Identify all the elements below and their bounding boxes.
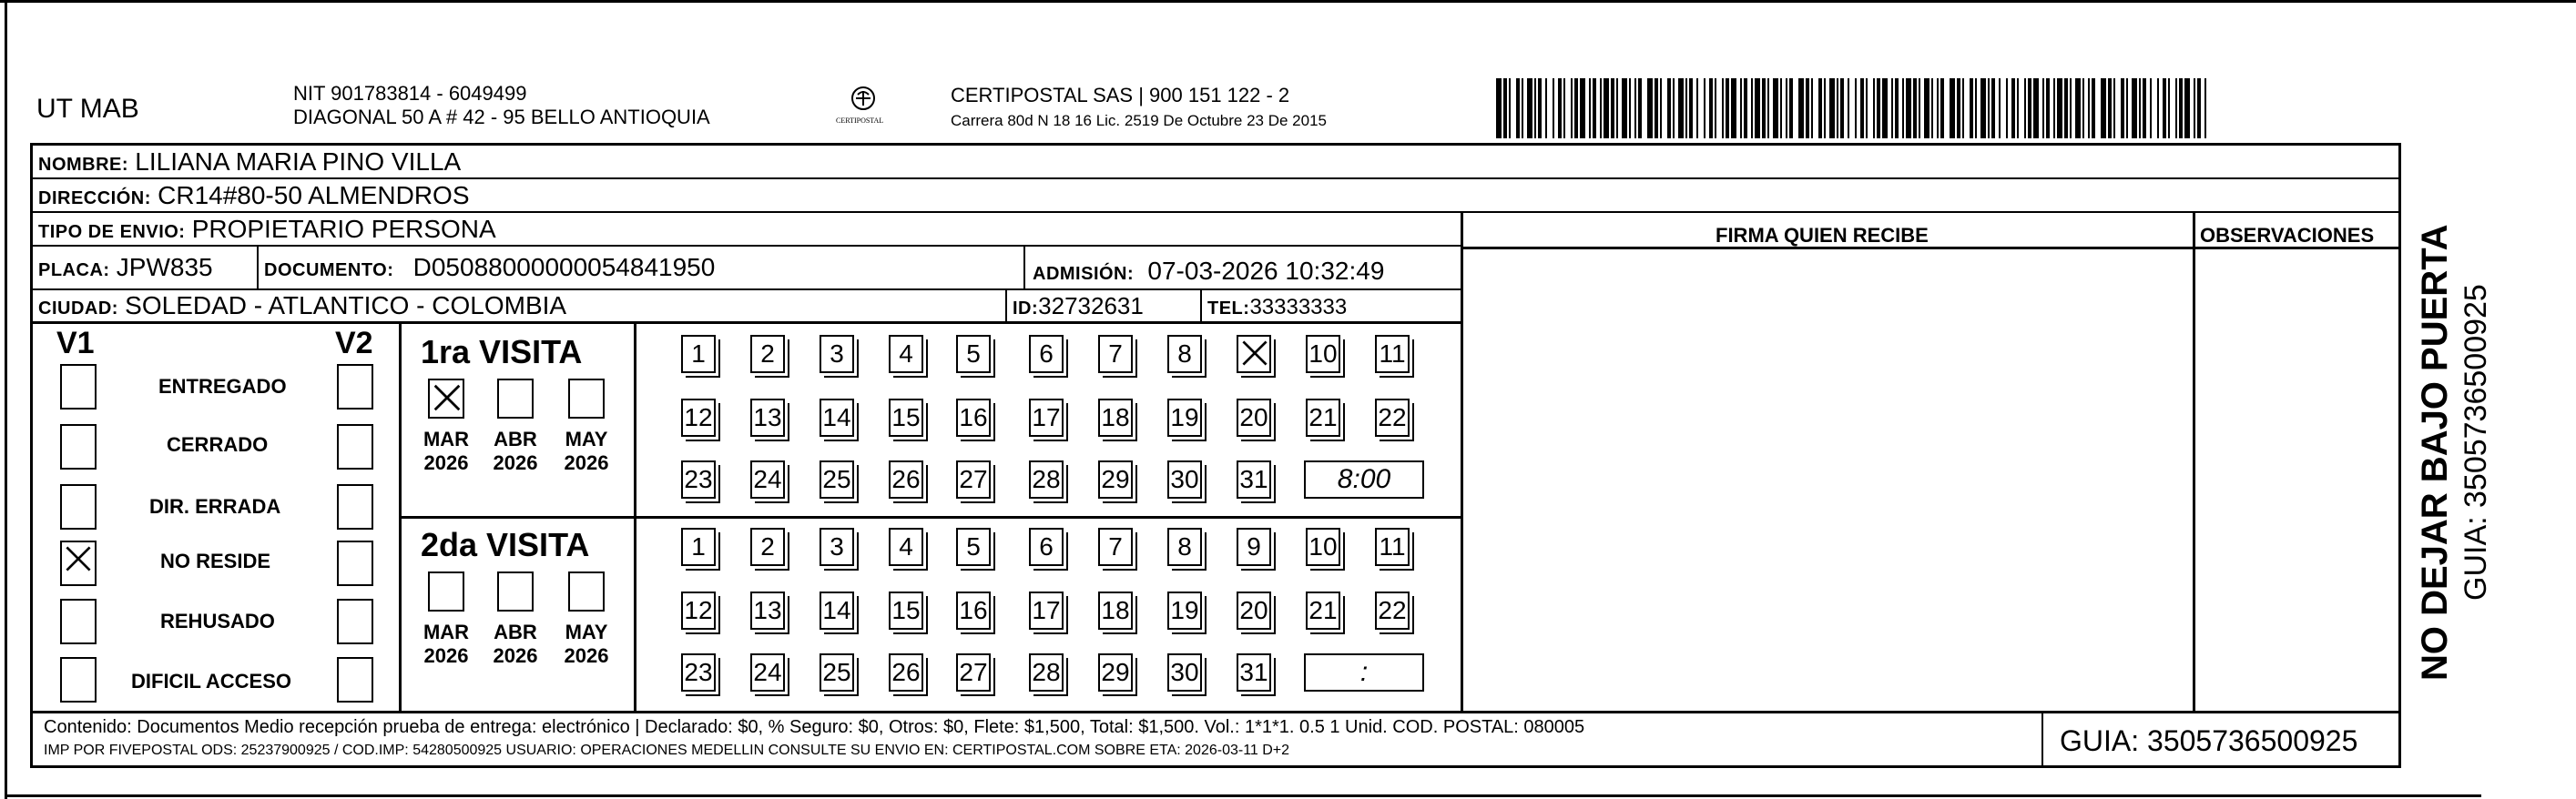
v2-checkbox[interactable] — [337, 599, 373, 644]
ciudad-row — [38, 292, 566, 322]
visit1-day-box[interactable]: 12 — [681, 399, 716, 437]
visit2-day-box[interactable]: 2 — [750, 528, 785, 566]
logo-text: CERTIPOSTAL — [836, 116, 884, 125]
visit1-month-label — [488, 428, 543, 475]
month-name: MAR — [423, 621, 470, 643]
visit2-day-box[interactable]: 9 — [1237, 528, 1271, 566]
visit2-day-box[interactable]: 3 — [820, 528, 854, 566]
ciudad-label: CIUDAD: — [38, 298, 118, 319]
ciudad-value: SOLEDAD - ATLANTICO - COLOMBIA — [125, 291, 567, 319]
v1-checkbox[interactable] — [60, 364, 97, 410]
placa-label: PLACA: — [38, 260, 110, 280]
documento-label: DOCUMENTO: — [264, 260, 394, 280]
visit2-day-box[interactable]: 23 — [681, 653, 716, 692]
visit1-day-box[interactable]: 29 — [1098, 460, 1133, 499]
visit1-day-box[interactable]: 30 — [1167, 460, 1202, 499]
visit1-day-box[interactable]: 24 — [750, 460, 785, 499]
visit2-time-box[interactable]: : — [1304, 653, 1424, 692]
month-year: 2026 — [564, 644, 609, 667]
month-year: 2026 — [423, 644, 469, 667]
visit2-month-checkbox[interactable] — [568, 571, 605, 612]
visit2-day-box[interactable]: 17 — [1029, 592, 1064, 630]
v2-checkbox[interactable] — [337, 657, 373, 703]
visit2-day-box[interactable]: 21 — [1306, 592, 1340, 630]
visit2-day-box[interactable]: 12 — [681, 592, 716, 630]
visit1-day-box[interactable]: 13 — [750, 399, 785, 437]
visit2-day-box[interactable]: 4 — [889, 528, 923, 566]
status-option-label: CERRADO — [167, 433, 269, 456]
admision-row — [1033, 258, 1384, 288]
month-name: MAR — [423, 428, 470, 450]
visit1-day-box[interactable]: 8 — [1167, 335, 1202, 373]
visit1-day-box[interactable] — [1237, 335, 1271, 373]
visit1-day-box[interactable]: 31 — [1237, 460, 1271, 499]
month-year: 2026 — [493, 644, 538, 667]
company-address: DIAGONAL 50 A # 42 - 95 BELLO ANTIOQUIA — [293, 106, 710, 128]
visit2-month-label — [419, 621, 473, 668]
placa-row — [38, 254, 213, 284]
v2-checkbox[interactable] — [337, 364, 373, 410]
top-border — [0, 0, 2576, 3]
visit2-day-box[interactable]: 8 — [1167, 528, 1202, 566]
visit2-day-box[interactable]: 16 — [956, 592, 991, 630]
visit1-day-box[interactable]: 22 — [1375, 399, 1410, 437]
tipo-label: TIPO DE ENVIO: — [38, 222, 186, 242]
visit1-day-box[interactable]: 19 — [1167, 399, 1202, 437]
form-top-line — [30, 143, 2401, 146]
id-row — [1013, 292, 1144, 322]
v1-checkbox[interactable] — [60, 541, 97, 586]
status-option-label: NO RESIDE — [160, 550, 271, 572]
status-option-label: DIFICIL ACCESO — [131, 670, 292, 693]
tipo-row — [38, 216, 496, 246]
direccion-value: CR14#80-50 ALMENDROS — [158, 181, 470, 209]
visit1-month-checkbox[interactable] — [428, 379, 464, 419]
check-mark-icon — [1238, 337, 1271, 369]
status-option-label: DIR. ERRADA — [149, 495, 281, 518]
visit2-day-box[interactable]: 7 — [1098, 528, 1133, 566]
visit1-day-box[interactable]: 16 — [956, 399, 991, 437]
visit2-day-box[interactable]: 31 — [1237, 653, 1271, 692]
visit2-day-box[interactable]: 14 — [820, 592, 854, 630]
visit2-day-box[interactable]: 26 — [889, 653, 923, 692]
visit-divider — [399, 516, 1462, 519]
placa-value: JPW835 — [116, 253, 213, 281]
v1-checkbox[interactable] — [60, 599, 97, 644]
visit1-day-box[interactable]: 10 — [1306, 335, 1340, 373]
month-year: 2026 — [493, 451, 538, 474]
check-mark-icon — [62, 542, 95, 575]
status-option-label: REHUSADO — [160, 610, 275, 632]
visit1-day-box[interactable]: 26 — [889, 460, 923, 499]
visit2-day-box[interactable]: 13 — [750, 592, 785, 630]
visit2-day-box[interactable]: 28 — [1029, 653, 1064, 692]
month-name: ABR — [494, 428, 537, 450]
v1-checkbox[interactable] — [60, 424, 97, 470]
visit1-day-box[interactable]: 4 — [889, 335, 923, 373]
tel-label: TEL: — [1207, 298, 1250, 319]
visit2-day-box[interactable]: 24 — [750, 653, 785, 692]
documento-value: D05088000000054841950 — [412, 253, 716, 281]
visit2-day-box[interactable]: 29 — [1098, 653, 1133, 692]
observaciones-label: OBSERVACIONES — [2200, 224, 2375, 247]
visit2-day-box[interactable]: 25 — [820, 653, 854, 692]
visit1-time-box[interactable]: 8:00 — [1304, 460, 1424, 499]
form-right-line — [2398, 143, 2401, 767]
visit1-month-label — [559, 428, 614, 475]
admision-label: ADMISIÓN: — [1033, 264, 1135, 284]
col-divider — [1023, 245, 1025, 288]
form-left-line — [30, 143, 33, 767]
footer-imp-line: IMP POR FIVEPOSTAL ODS: 25237900925 / COD.IMP: 54280500925 USUARIO: OPERACIONES MEDELLIN CONSULTE SU ENVIO EN: CERTIPOSTAL.COM SOBRE ETA: 2026-03-11 D+2 — [44, 743, 1290, 758]
visit2-day-box[interactable]: 27 — [956, 653, 991, 692]
nombre-row — [38, 148, 461, 178]
visit1-day-box[interactable]: 5 — [956, 335, 991, 373]
visit1-day-box[interactable]: 17 — [1029, 399, 1064, 437]
certipostal-logo-icon — [836, 82, 891, 137]
visit2-day-box[interactable]: 19 — [1167, 592, 1202, 630]
visit2-day-box[interactable]: 22 — [1375, 592, 1410, 630]
visit1-day-box[interactable]: 18 — [1098, 399, 1133, 437]
company-name: UT MAB — [36, 94, 139, 124]
visit2-day-box[interactable]: 11 — [1375, 528, 1410, 566]
visit1-day-box[interactable]: 28 — [1029, 460, 1064, 499]
check-mark-icon — [430, 380, 464, 415]
direccion-row — [38, 182, 470, 212]
col-divider — [2193, 211, 2195, 712]
footer-content-line: Contenido: Documentos Medio recepción prueba de entrega: electrónico | Declarado: $0, % Seguro: $0, Otros: $0, Flete: $1,500, Total: $1,500. Vol.: 1*1*1. 0.5 1 Unid. COD. POSTAL: 080005 — [44, 717, 1585, 737]
visit1-day-box[interactable]: 21 — [1306, 399, 1340, 437]
carrier-address: Carrera 80d N 18 16 Lic. 2519 De Octubre 23 De 2015 — [951, 112, 1327, 129]
visit1-day-box[interactable]: 1 — [681, 335, 716, 373]
visit1-day-box[interactable]: 6 — [1029, 335, 1064, 373]
visit2-day-box[interactable]: 18 — [1098, 592, 1133, 630]
visit2-month-label — [488, 621, 543, 668]
month-year: 2026 — [564, 451, 609, 474]
visit1-title: 1ra VISITA — [421, 333, 583, 370]
visit2-day-box[interactable]: 30 — [1167, 653, 1202, 692]
visit2-day-box[interactable]: 15 — [889, 592, 923, 630]
col-divider — [1005, 288, 1007, 322]
form-bottom-line — [30, 765, 2401, 768]
visit1-day-box[interactable]: 20 — [1237, 399, 1271, 437]
visit2-day-box[interactable]: 10 — [1306, 528, 1340, 566]
col-divider — [2041, 713, 2043, 767]
month-year: 2026 — [423, 451, 469, 474]
month-name: MAY — [565, 621, 608, 643]
v1-checkbox[interactable] — [60, 657, 97, 703]
carrier-name: CERTIPOSTAL SAS | 900 151 122 - 2 — [951, 84, 1290, 106]
carrier-logo — [836, 82, 891, 137]
v2-checkbox[interactable] — [337, 424, 373, 470]
visit2-day-box[interactable]: 6 — [1029, 528, 1064, 566]
tipo-value: PROPIETARIO PERSONA — [191, 215, 496, 243]
col-divider — [1461, 211, 1463, 712]
v2-checkbox[interactable] — [337, 541, 373, 586]
v1-label: V1 — [56, 326, 95, 360]
left-border — [5, 0, 7, 799]
visit1-day-box[interactable]: 2 — [750, 335, 785, 373]
side-warning: NO DEJAR BAJO PUERTA — [2415, 224, 2455, 681]
visit1-day-box[interactable]: 7 — [1098, 335, 1133, 373]
company-nit: NIT 901783814 - 6049499 — [293, 82, 527, 105]
tel-value: 33333333 — [1249, 295, 1348, 319]
visit2-month-label — [559, 621, 614, 668]
visit1-day-box[interactable]: 11 — [1375, 335, 1410, 373]
direccion-label: DIRECCIÓN: — [38, 188, 151, 208]
barcode — [1496, 78, 2225, 138]
footer-divider — [30, 711, 2401, 713]
nombre-value: LILIANA MARIA PINO VILLA — [135, 147, 462, 176]
month-name: MAY — [565, 428, 608, 450]
visit2-month-checkbox[interactable] — [497, 571, 534, 612]
barcode-bar — [2204, 78, 2206, 138]
bottom-border — [5, 794, 2481, 797]
documento-row — [264, 254, 715, 284]
visit1-month-checkbox[interactable] — [497, 379, 534, 419]
visit1-month-label — [419, 428, 473, 475]
v2-checkbox[interactable] — [337, 484, 373, 530]
col-divider — [257, 245, 259, 288]
visit2-title: 2da VISITA — [421, 526, 590, 563]
id-label: ID: — [1013, 298, 1039, 319]
visit2-day-box[interactable]: 5 — [956, 528, 991, 566]
col-divider — [1200, 288, 1202, 322]
visit1-day-box[interactable]: 27 — [956, 460, 991, 499]
visit2-day-box[interactable]: 1 — [681, 528, 716, 566]
v1-checkbox[interactable] — [60, 484, 97, 530]
firma-label: FIRMA QUIEN RECIBE — [1716, 224, 1929, 247]
visit1-day-box[interactable]: 3 — [820, 335, 854, 373]
v2-label: V2 — [335, 326, 373, 360]
month-name: ABR — [494, 621, 537, 643]
footer-guia: GUIA: 3505736500925 — [2060, 724, 2358, 757]
tel-row — [1207, 292, 1347, 322]
admision-value: 07-03-2026 10:32:49 — [1147, 257, 1385, 285]
status-option-label: ENTREGADO — [158, 375, 287, 398]
visit1-day-box[interactable]: 15 — [889, 399, 923, 437]
side-guia: GUIA: 3505736500925 — [2459, 284, 2493, 601]
row-divider — [30, 288, 1462, 290]
id-value: 32732631 — [1038, 292, 1144, 319]
visit1-day-box[interactable]: 25 — [820, 460, 854, 499]
visit1-month-checkbox[interactable] — [568, 379, 605, 419]
visit1-day-box[interactable]: 14 — [820, 399, 854, 437]
visit2-day-box[interactable]: 20 — [1237, 592, 1271, 630]
visit1-day-box[interactable]: 23 — [681, 460, 716, 499]
nombre-label: NOMBRE: — [38, 155, 129, 175]
visit2-month-checkbox[interactable] — [428, 571, 464, 612]
